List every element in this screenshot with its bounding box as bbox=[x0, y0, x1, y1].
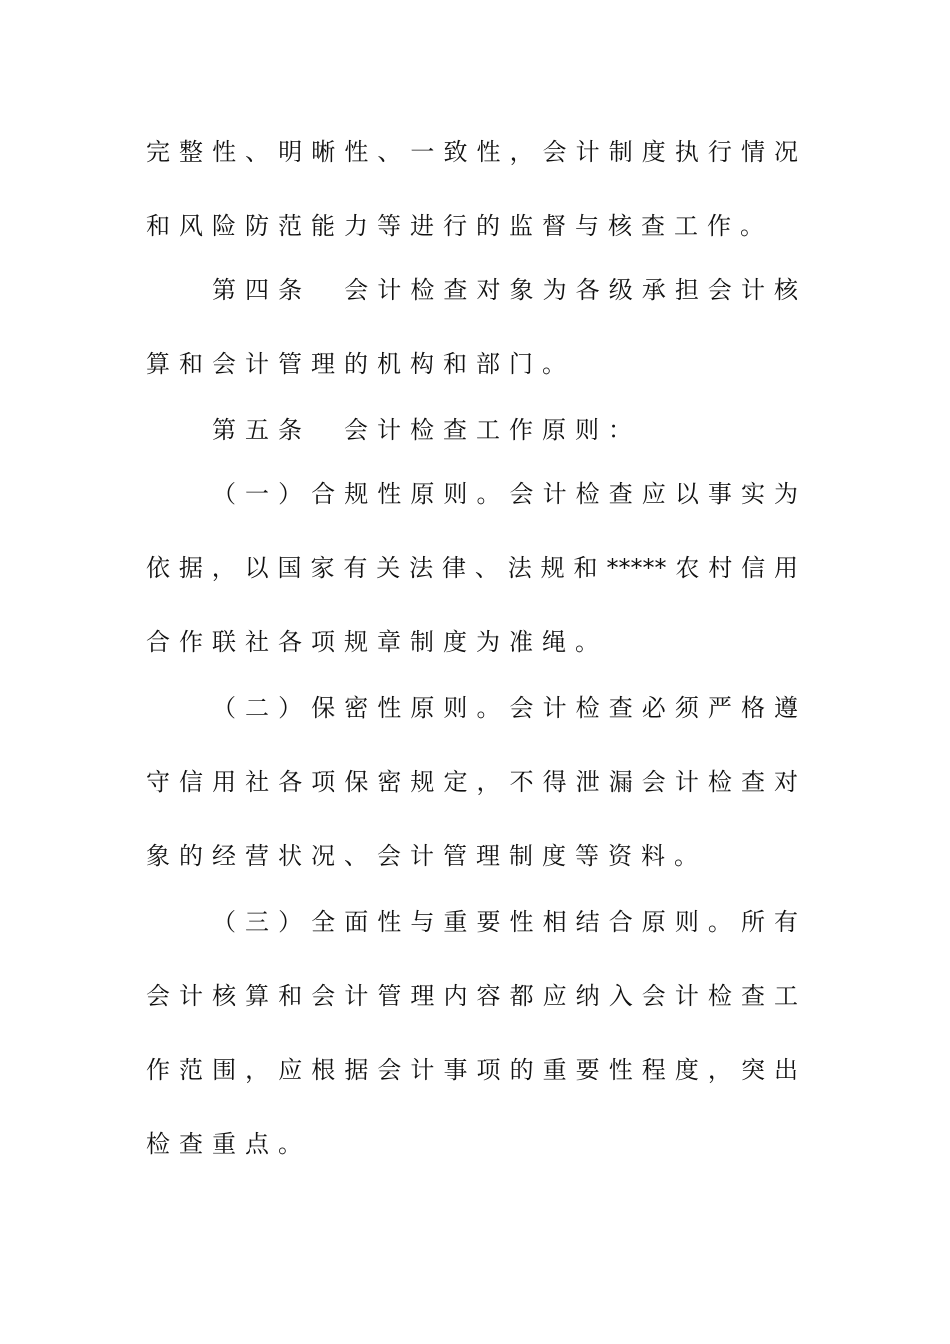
body-text-line: 算和会计管理的机构和部门。 bbox=[146, 350, 575, 378]
body-text-line: 合作联社各项规章制度为准绳。 bbox=[146, 628, 608, 656]
body-text-line: 守信用社各项保密规定，不得泄漏会计检查对 bbox=[146, 768, 798, 796]
body-text-line: 检查重点。 bbox=[146, 1130, 311, 1158]
principle-2-line: （二）保密性原则。会计检查必须严格遵 bbox=[212, 694, 798, 722]
body-text-line: 完整性、明晰性、一致性，会计制度执行情况 bbox=[146, 138, 798, 166]
body-text-line: 作范围，应根据会计事项的重要性程度，突出 bbox=[146, 1056, 798, 1084]
principle-1-line: （一）合规性原则。会计检查应以事实为 bbox=[212, 480, 798, 508]
body-text-line: 和风险防范能力等进行的监督与核查工作。 bbox=[146, 212, 773, 240]
principle-3-line: （三）全面性与重要性相结合原则。所有 bbox=[212, 908, 798, 936]
body-text-line: 会计核算和会计管理内容都应纳入会计检查工 bbox=[146, 982, 798, 1010]
article-4-heading-line: 第四条 会计检查对象为各级承担会计核 bbox=[212, 276, 798, 304]
body-text-line: 依据，以国家有关法律、法规和*****农村信用 bbox=[146, 554, 798, 582]
article-5-heading-line: 第五条 会计检查工作原则： bbox=[212, 416, 641, 444]
body-text-line: 象的经营状况、会计管理制度等资料。 bbox=[146, 842, 707, 870]
